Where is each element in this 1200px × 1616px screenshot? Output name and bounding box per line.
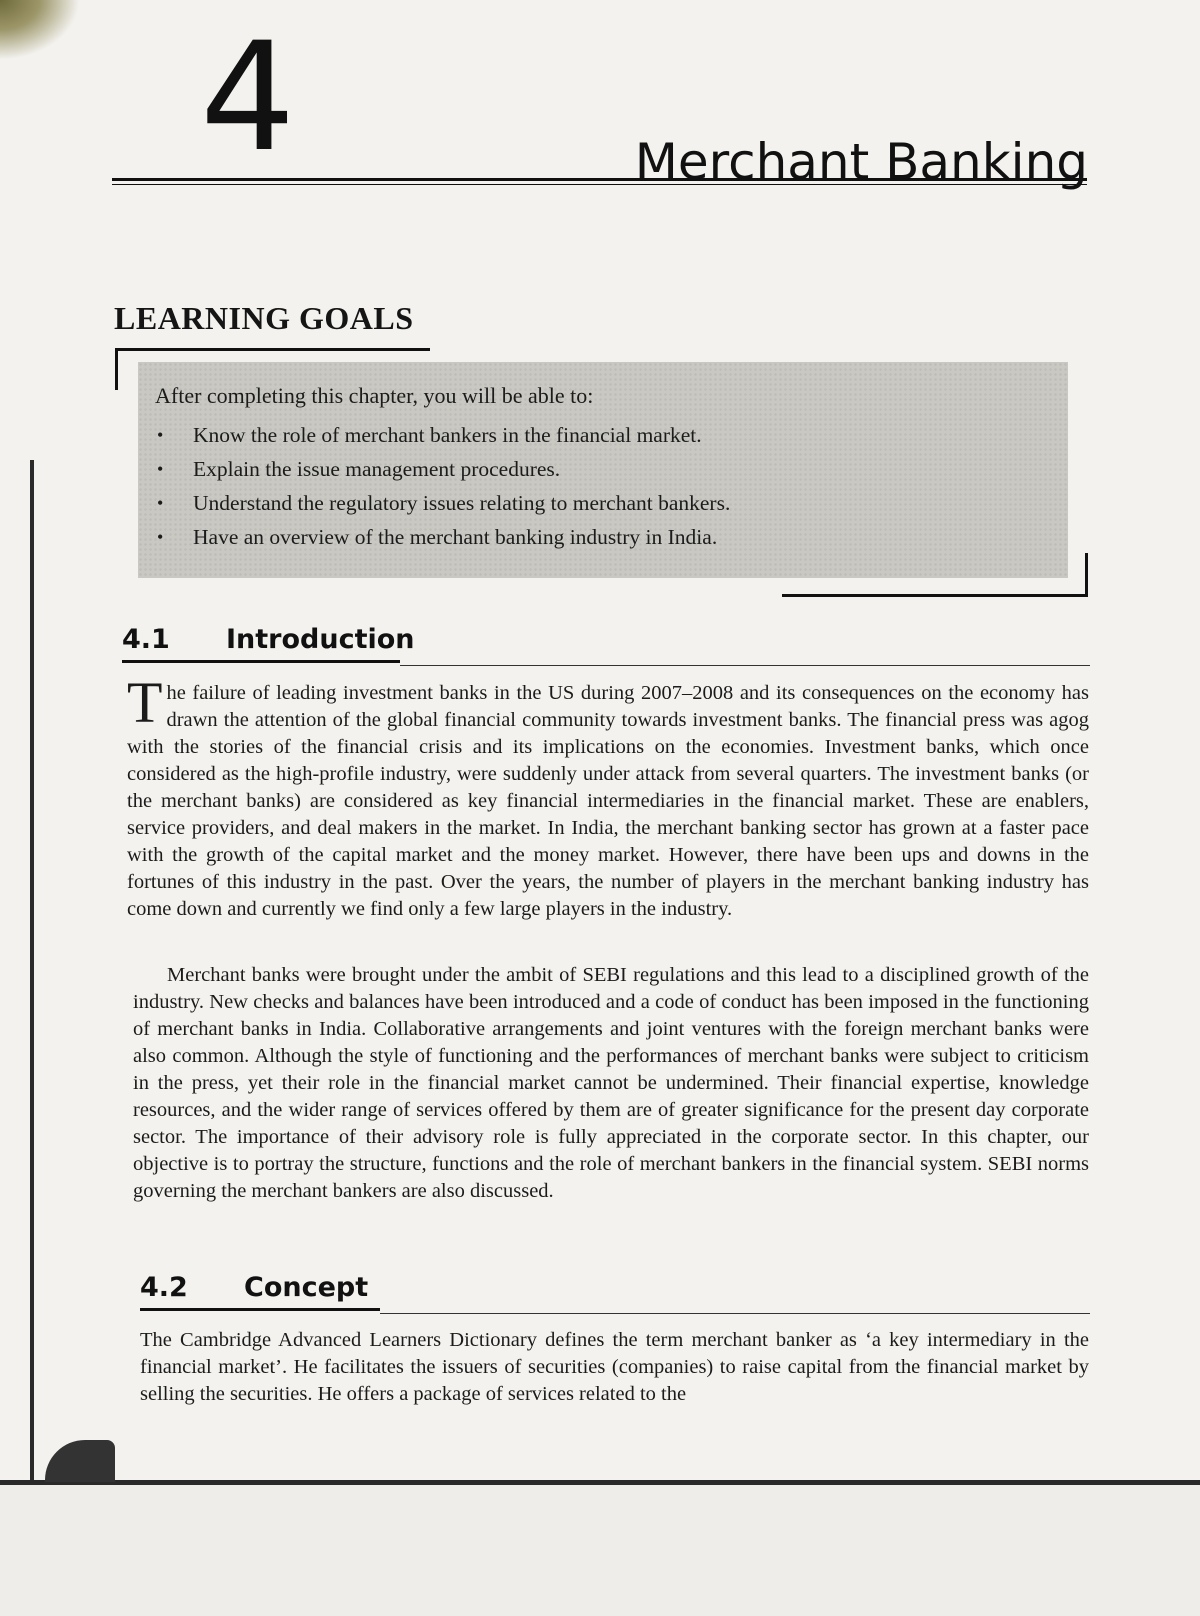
below-page-area (0, 1485, 1200, 1616)
section-heading-concept (140, 1272, 368, 1303)
learning-goals-intro: After completing this chapter, you will be able to: (155, 383, 594, 408)
section-title: Concept (244, 1272, 369, 1303)
learning-goal-text: Have an overview of the merchant banking industry in India. (193, 525, 718, 549)
learning-goal-text: Explain the issue management procedures. (193, 457, 561, 481)
section-title: Introduction (226, 624, 415, 655)
page-bottom-edge (0, 1480, 1200, 1485)
section-rule-thin (400, 665, 1090, 666)
section-rule-thick (122, 660, 400, 663)
chapter-number: 4 (200, 11, 294, 185)
section-rule-thick (140, 1308, 380, 1311)
drop-cap: T (127, 670, 163, 735)
bullet-icon: • (157, 527, 164, 547)
goals-frame-bottom (782, 594, 1088, 597)
chapter-rule (112, 178, 1087, 185)
binding-shadow (45, 1440, 115, 1482)
bullet-icon: • (157, 425, 164, 445)
page-left-edge (30, 460, 34, 1480)
learning-goal-item (155, 486, 730, 520)
intro-paragraph-2-text: Merchant banks were brought under the ambit of SEBI regulations and this lead to a disciplined growth of the industry. New checks and balances have been introduced and a code of conduct has been imposed in the functioning of merchant banks in India. Collaborative arrangements and joint ventures with the foreign merchant banks were also common. Although the style of functioning and the performances of merchant banks were subject to criticism in the press, yet their role in the financial market cannot be undermined. Their financial expertise, knowledge resources, and the wider range of services offered by them are of greater significance for the present day corporate sector. The importance of their advisory role is fully appreciated in the corporate sector. In this chapter, our objective is to portray the structure, functions and the role of merchant bankers in the financial system. SEBI norms governing the merchant bankers are also discussed. (133, 964, 1089, 1202)
section-heading-introduction (122, 624, 415, 655)
learning-goals-heading: LEARNING GOALS (114, 300, 414, 336)
section-number: 4.2 (140, 1272, 188, 1303)
bullet-icon: • (157, 493, 164, 513)
concept-paragraph-text: The Cambridge Advanced Learners Dictionary defines the term merchant banker as ‘a key intermediary in the financial market’. He facilitates the issuers of securities (companies) to raise capital from the financial market by selling the securities. He offers a package of services related to the (140, 1329, 1089, 1405)
learning-goal-text: Know the role of merchant bankers in the financial market. (193, 423, 702, 447)
learning-goal-item (155, 418, 730, 452)
learning-goal-item (155, 452, 730, 486)
chapter-title: Merchant Banking (634, 133, 1088, 191)
learning-goals-list (155, 418, 730, 554)
bullet-icon: • (157, 459, 164, 479)
goals-frame-right (1085, 553, 1088, 597)
learning-goal-item (155, 520, 730, 554)
concept-paragraph (140, 1327, 1089, 1408)
goals-frame-top (115, 348, 430, 351)
goals-frame-left (115, 348, 118, 390)
section-rule-thin (380, 1313, 1090, 1314)
intro-paragraph-2 (133, 962, 1089, 1205)
intro-paragraph-1-text: he failure of leading investment banks in the US during 2007–2008 and its consequences on the economy has drawn the attention of the global financial community towards investment banks. The financial press was agog with the stories of the financial crisis and its implications on the economies. Investment banks, which once considered as the high-profile industry, were suddenly under attack from several quarters. The investment banks (or the merchant banks) are considered as key financial intermediaries in the financial market. These are enablers, service providers, and deal makers in the market. In India, the merchant banking sector has grown at a faster pace with the growth of the capital market and the money market. However, there have been ups and downs in the fortunes of this industry in the past. Over the years, the number of players in the merchant banking industry has come down and currently we find only a few large players in the industry. (127, 682, 1089, 920)
learning-goal-text: Understand the regulatory issues relating to merchant bankers. (193, 491, 731, 515)
section-number: 4.1 (122, 624, 170, 655)
page-corner-shadow (0, 0, 80, 60)
intro-paragraph-1 (127, 670, 1089, 923)
